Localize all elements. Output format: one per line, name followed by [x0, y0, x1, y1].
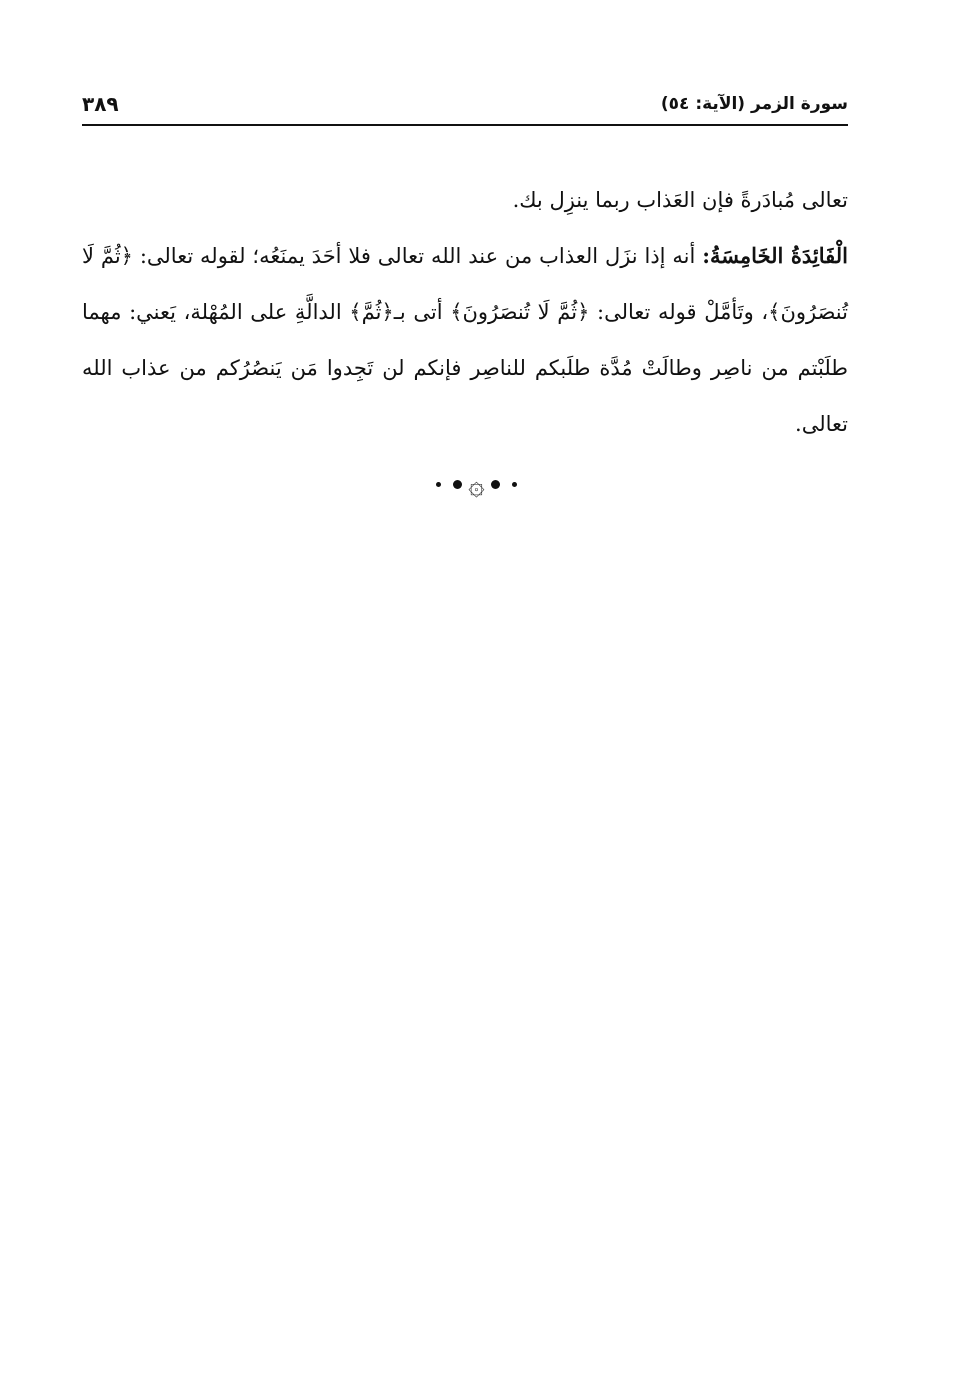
- paragraph: تعالى مُبادَرةً فإن العَذاب ربما ينزِل بك.: [512, 188, 848, 212]
- surah-title: سورة الزمر (الآية: ٥٤): [660, 94, 848, 114]
- quran-quote: ﴿ثُمَّ لَا تُنصَرُونَ﴾: [82, 244, 848, 324]
- section-separator: [0, 468, 953, 501]
- page-number: ٣٨٩: [82, 92, 119, 116]
- ornament-icon: ۞: [468, 468, 485, 501]
- paragraph-text: ، وتَأمَّلْ قوله تعالى:: [589, 300, 769, 324]
- quran-quote: ﴿ثُمَّ لَا تُنصَرُونَ﴾: [450, 300, 590, 324]
- dot-icon: [491, 480, 500, 489]
- paragraph-text: أنه إذا نزَل العذاب من عند الله تعالى فلا أحَدَ يمنَعُه؛ لقوله تعالى:: [132, 244, 703, 268]
- dot-icon: [436, 482, 441, 487]
- main-text: [82, 172, 848, 452]
- dot-icon: [512, 482, 517, 487]
- paragraph: [82, 228, 848, 452]
- section-heading: الْفَائِدَةُ الخَامِسَةُ:: [702, 243, 848, 268]
- paragraph-text: أتى بـ: [393, 300, 451, 324]
- quran-quote: ﴿ثُمَّ﴾: [349, 300, 394, 324]
- running-header: [82, 92, 848, 122]
- paragraph-text: الدالَّةِ على المُهْلة، يَعني: مهما طلَبْتم من ناصِر وطالَتْ مُدَّة طلَبكم للناصِر فإنكم لن تَجِدوا مَن يَنصُرُكم من عذاب الله تعالى.: [82, 300, 848, 436]
- header-divider: [82, 124, 848, 126]
- dot-icon: [453, 480, 462, 489]
